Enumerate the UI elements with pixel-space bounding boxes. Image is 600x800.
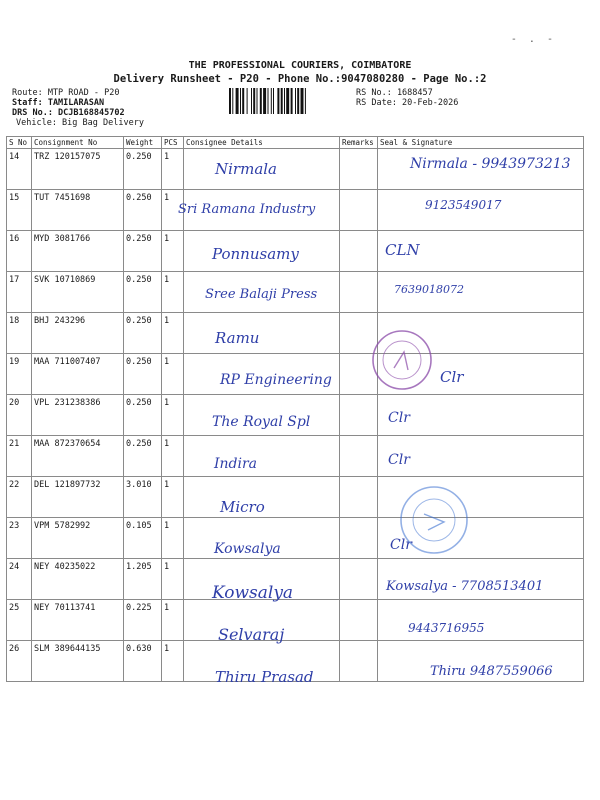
table-row	[7, 477, 584, 518]
rs-date-label: RS Date: 20-Feb-2026	[356, 98, 459, 108]
cell-remarks	[340, 149, 378, 190]
staff-label: Staff: TAMILARASAN	[12, 98, 105, 108]
cell-weight: 0.250	[124, 149, 162, 190]
cell-consignment: SVK 10710869	[32, 272, 124, 313]
cell-consignment: MAA 711007407	[32, 354, 124, 395]
page-subtitle: Delivery Runsheet - P20 - Phone No.:9047080280 - Page No.:2	[113, 73, 487, 85]
drs-label: DRS No.: DCJB168845702	[12, 108, 125, 118]
handwritten-consignee: Selvaraj	[218, 625, 285, 645]
table-row	[7, 313, 584, 354]
cell-sno: 14	[7, 149, 32, 190]
cell-sno: 17	[7, 272, 32, 313]
cell-weight: 0.250	[124, 231, 162, 272]
cell-sno: 18	[7, 313, 32, 354]
cell-remarks	[340, 600, 378, 641]
cell-weight: 0.250	[124, 272, 162, 313]
rs-no-label: RS No.: 1688457	[356, 88, 433, 98]
handwritten-consignee: Kowsalya	[212, 583, 294, 603]
cell-consignment: DEL 121897732	[32, 477, 124, 518]
cell-weight: 0.630	[124, 641, 162, 682]
cell-pcs: 1	[162, 477, 184, 518]
col-consignee: Consignee Details	[184, 137, 340, 149]
handwritten-consignee: Kowsalya	[214, 540, 281, 557]
vehicle-label: Vehicle: Big Bag Delivery	[16, 118, 144, 128]
cell-sno: 22	[7, 477, 32, 518]
cell-sno: 25	[7, 600, 32, 641]
handwritten-signature: Thiru 9487559066	[430, 663, 553, 679]
cell-weight: 0.225	[124, 600, 162, 641]
cell-consignment: MAA 872370654	[32, 436, 124, 477]
cell-weight: 0.105	[124, 518, 162, 559]
handwritten-signature: Clr	[390, 536, 412, 553]
cell-pcs: 1	[162, 641, 184, 682]
cell-weight: 3.010	[124, 477, 162, 518]
handwritten-signature: CLN	[385, 240, 420, 259]
cell-pcs: 1	[162, 149, 184, 190]
cell-sno: 23	[7, 518, 32, 559]
handwritten-signature: Kowsalya - 7708513401	[386, 579, 544, 594]
handwritten-consignee: Micro	[220, 498, 265, 517]
handwritten-signature: 9123549017	[425, 198, 502, 213]
cell-pcs: 1	[162, 313, 184, 354]
cell-sno: 16	[7, 231, 32, 272]
col-consignment: Consignment No	[32, 137, 124, 149]
cell-pcs: 1	[162, 272, 184, 313]
cell-consignee	[184, 436, 340, 477]
cell-consignment: VPL 231238386	[32, 395, 124, 436]
cell-consignment: SLM 389644135	[32, 641, 124, 682]
cell-consignment: NEY 70113741	[32, 600, 124, 641]
company-seal-stamp-purple	[370, 328, 434, 392]
cell-consignment: TRZ 120157075	[32, 149, 124, 190]
cell-pcs: 1	[162, 518, 184, 559]
handwritten-signature: 7639018072	[394, 282, 464, 296]
cell-pcs: 1	[162, 395, 184, 436]
cell-weight: 0.250	[124, 190, 162, 231]
handwritten-consignee: Nirmala	[215, 160, 277, 178]
cell-pcs: 1	[162, 231, 184, 272]
cell-sno: 19	[7, 354, 32, 395]
handwritten-consignee: Ramu	[215, 329, 260, 348]
cell-pcs: 1	[162, 436, 184, 477]
handwritten-consignee: Sri Ramana Industry	[178, 202, 316, 218]
handwritten-signature: Nirmala - 9943973213	[410, 156, 571, 172]
table-header-row	[7, 137, 584, 149]
runsheet-table	[6, 136, 584, 682]
cell-consignee	[184, 313, 340, 354]
cell-remarks	[340, 641, 378, 682]
table-row	[7, 518, 584, 559]
company-seal-stamp-blue	[398, 484, 470, 556]
col-weight: Weight	[124, 137, 162, 149]
handwritten-signature: Clr	[440, 367, 464, 386]
cell-remarks	[340, 231, 378, 272]
meta-left	[12, 88, 144, 128]
table-row	[7, 600, 584, 641]
cell-consignment: MYD 3081766	[32, 231, 124, 272]
cell-sno: 20	[7, 395, 32, 436]
cell-sno: 21	[7, 436, 32, 477]
route-label: Route: MTP ROAD - P20	[12, 88, 120, 98]
col-sno: S No	[7, 137, 32, 149]
cell-remarks	[340, 518, 378, 559]
cell-consignment: NEY 40235022	[32, 559, 124, 600]
cell-remarks	[340, 272, 378, 313]
handwritten-consignee: Ponnusamy	[212, 244, 299, 263]
cell-remarks	[340, 477, 378, 518]
handwritten-consignee: RP Engineering	[220, 371, 332, 388]
cell-remarks	[340, 190, 378, 231]
handwritten-signature: Clr	[388, 452, 410, 469]
handwritten-signature: 9443716955	[408, 621, 485, 636]
cell-pcs: 1	[162, 190, 184, 231]
cell-pcs: 1	[162, 559, 184, 600]
table-row	[7, 436, 584, 477]
page-title: THE PROFESSIONAL COURIERS, COIMBATORE	[188, 60, 412, 71]
cell-weight: 0.250	[124, 395, 162, 436]
cell-weight: 0.250	[124, 436, 162, 477]
cell-sno: 15	[7, 190, 32, 231]
cell-sno: 24	[7, 559, 32, 600]
cell-remarks	[340, 436, 378, 477]
cell-weight: 1.205	[124, 559, 162, 600]
handwritten-consignee: Sree Balaji Press	[205, 286, 318, 302]
cell-weight: 0.250	[124, 313, 162, 354]
cell-weight: 0.250	[124, 354, 162, 395]
col-remarks: Remarks	[340, 137, 378, 149]
cell-remarks	[340, 559, 378, 600]
barcode-image	[229, 88, 353, 114]
cell-consignment: TUT 7451698	[32, 190, 124, 231]
cell-consignment: BHJ 243296	[32, 313, 124, 354]
cell-pcs: 1	[162, 354, 184, 395]
handwritten-signature: Clr	[388, 409, 410, 426]
col-pcs: PCS	[162, 137, 184, 149]
handwritten-consignee: Indira	[214, 456, 258, 473]
cell-sno: 26	[7, 641, 32, 682]
meta-right	[356, 88, 458, 108]
handwritten-consignee: The Royal Spl	[212, 413, 311, 430]
cell-consignment: VPM 5782992	[32, 518, 124, 559]
cell-pcs: 1	[162, 600, 184, 641]
col-seal: Seal & Signature	[378, 137, 584, 149]
corner-mark: - . -	[510, 34, 556, 45]
handwritten-consignee: Thiru Prasad	[215, 667, 314, 686]
cell-remarks	[340, 395, 378, 436]
